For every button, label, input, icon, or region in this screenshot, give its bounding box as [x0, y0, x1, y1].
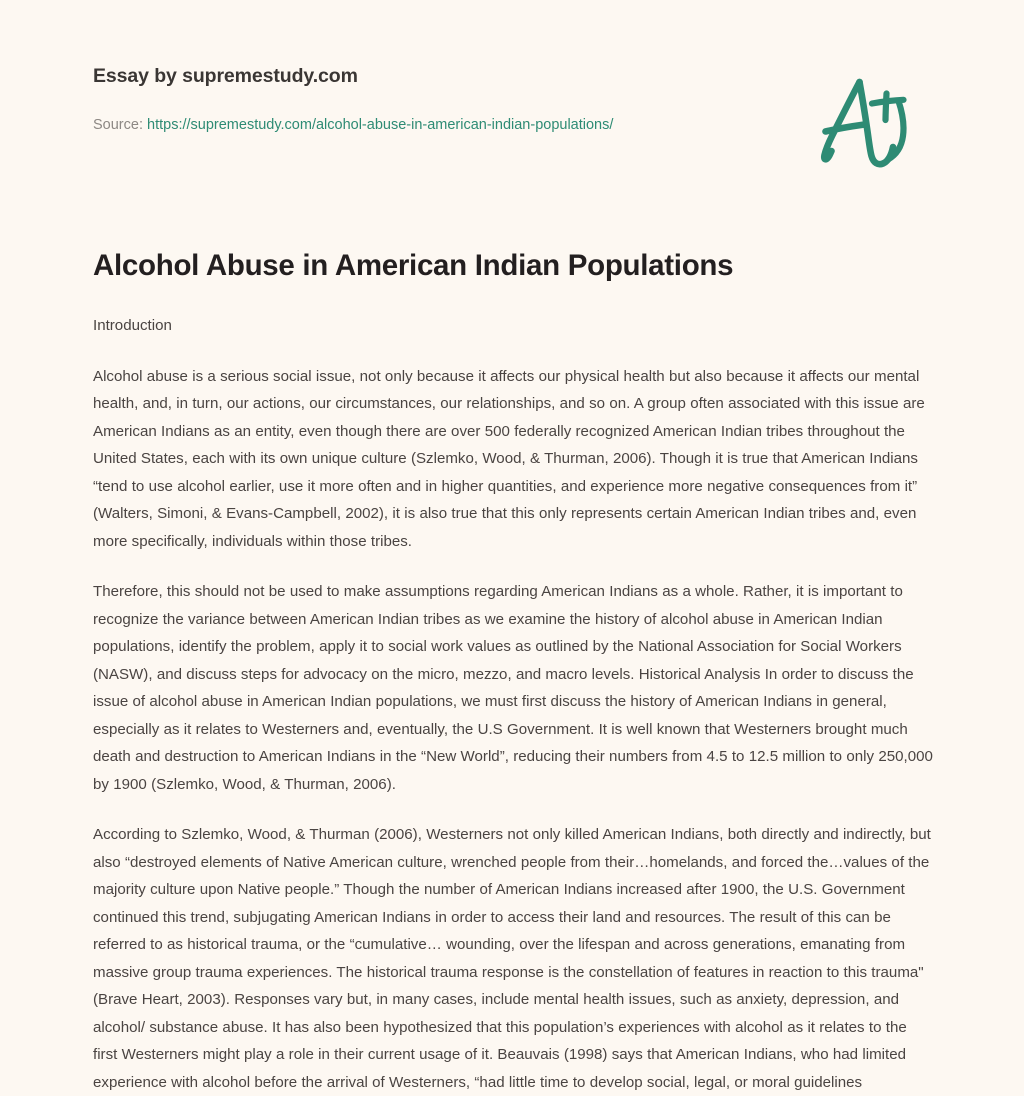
- paragraph-2: Therefore, this should not be used to make assumptions regarding American Indians as a whole. Rather, it is important to recognize the variance between American Indian tribes as we examine the history of alcohol abuse in American Indian populations, identify the problem, apply it to social work values as outlined by the National Association for Social Workers (NASW), and discuss steps for advocacy on the micro, mezzo, and macro levels. Historical Analysis In order to discuss the issue of alcohol abuse in American Indian populations, we must first discuss the history of American Indians in general, especially as it relates to Westerners and, eventually, the U.S Government. It is well known that Westerners brought much death and destruction to American Indians in the “New World”, reducing their numbers from 4.5 to 12.5 million to only 250,000 by 1900 (Szlemko, Wood, & Thurman, 2006).: [93, 583, 933, 793]
- paragraph-intro-heading: Introduction: [93, 317, 172, 334]
- page-title: Alcohol Abuse in American Indian Populations: [93, 249, 734, 282]
- source-url-link[interactable]: https://supremestudy.com/alcohol-abuse-in-american-indian-populations/: [147, 117, 614, 133]
- source-label: Source:: [93, 117, 143, 133]
- a-plus-logo: [812, 70, 920, 174]
- brand-title: Essay by supremestudy.com: [93, 65, 358, 87]
- paragraph-3: According to Szlemko, Wood, & Thurman (2006), Westerners not only killed American Indians, both directly and indirectly, but also “destroyed elements of Native American culture, wrenched people from their…homelands, and forced the…values of the majority culture upon Native people.” Though the number of American Indians increased after 1900, the U.S. Government continued this trend, subjugating American Indians in order to access their land and resources. The result of this can be referred to as historical trauma, or the “cumulative… wounding, over the lifespan and across generations, emanating from massive group trauma experiences. The historical trauma response is the constellation of features in reaction to this trauma" (Brave Heart, 2003). Responses vary but, in many cases, include mental health issues, such as anxiety, depression, and alcohol/ substance abuse. It has also been hypothesized that this population’s experiences with alcohol as it relates to the first Westerners might play a role in their current usage of it. Beauvais (1998) says that American Indians, who had limited experience with alcohol before the arrival of Westerners, “had little time to develop social, legal, or moral guidelines: [93, 826, 931, 1091]
- essay-body: [93, 312, 935, 1096]
- paragraph-1: Alcohol abuse is a serious social issue, not only because it affects our physical health but also because it affects our mental health, and, in turn, our actions, our circumstances, our relationships, and so on. A group often associated with this issue are American Indians as an entity, even though there are over 500 federally recognized American Indian tribes throughout the United States, each with its own unique culture (Szlemko, Wood, & Thurman, 2006). Though it is true that American Indians “tend to use alcohol earlier, use it more often and in higher quantities, and experience more negative consequences from it” (Walters, Simoni, & Evans-Campbell, 2002), it is also true that this only represents certain American Indian tribes and, even more specifically, individuals within those tribes.: [93, 367, 925, 550]
- source-line: [93, 114, 933, 136]
- page-header: [93, 62, 933, 182]
- a-plus-logo-icon: [812, 70, 920, 174]
